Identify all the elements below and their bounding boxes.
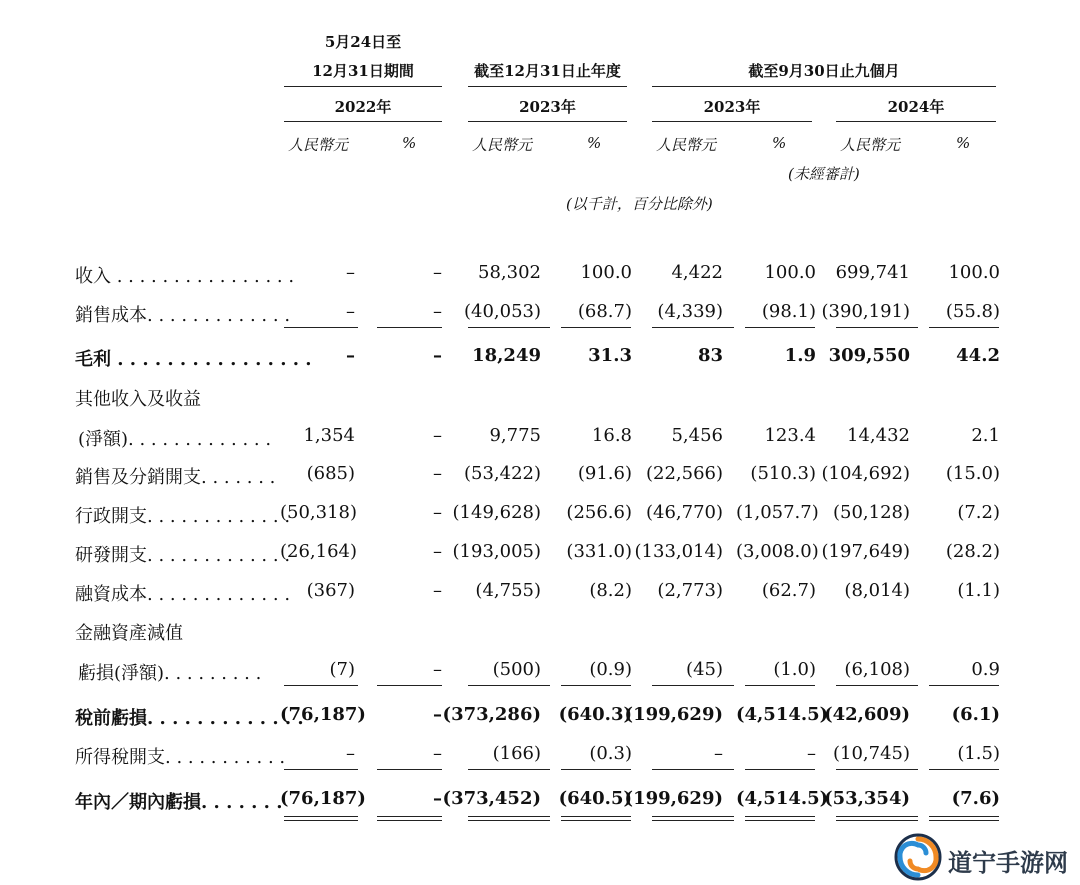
cell-p2022-rmb: – <box>346 345 355 366</box>
cell-fy2023-rmb: (373,286) <box>442 704 541 725</box>
cell-9m2023-rmb: 83 <box>697 345 723 366</box>
cell-p2022-pct: – <box>433 425 442 446</box>
cell-fy2023-rmb: (373,452) <box>442 788 541 809</box>
cell-fy2023-rmb: (4,755) <box>475 580 541 601</box>
subtotal-rule <box>468 685 550 686</box>
cell-9m2024-rmb: (10,745) <box>832 743 910 764</box>
subtotal-rule <box>836 327 918 328</box>
row-label: 行政開支. . . . . . . . . . . . . <box>75 506 291 527</box>
row-label: 稅前虧損. . . . . . . . . . . . . <box>75 708 304 729</box>
subtotal-rule <box>377 327 442 328</box>
cell-9m2023-rmb: (45) <box>686 659 723 680</box>
row-label: 銷售成本. . . . . . . . . . . . . <box>75 305 291 326</box>
cell-fy2023-pct: (8.2) <box>589 580 632 601</box>
total-double-rule <box>561 816 631 821</box>
cell-p2022-rmb: (367) <box>306 580 355 601</box>
cell-9m2024-pct: (55.8) <box>945 301 1000 322</box>
unaudited-note: (未經審計) <box>788 165 860 183</box>
total-double-rule <box>377 816 442 821</box>
subtotal-rule <box>745 327 815 328</box>
cell-9m2023-pct: 123.4 <box>764 425 816 446</box>
cell-p2022-rmb: (26,164) <box>280 541 358 562</box>
cell-p2022-pct: – <box>433 704 442 725</box>
unit-pct-2023: % <box>587 134 602 152</box>
year-rule-2023 <box>468 121 627 122</box>
cell-p2022-pct: – <box>433 541 442 562</box>
subtotal-rule <box>745 685 815 686</box>
total-double-rule <box>468 816 550 821</box>
watermark <box>890 829 1078 885</box>
cell-9m2023-rmb: (199,629) <box>624 704 723 725</box>
period-nine-months: 截至9月30日止九個月 <box>748 62 900 80</box>
cell-9m2023-pct: (98.1) <box>761 301 816 322</box>
subtotal-rule <box>284 769 358 770</box>
watermark-text: 道宁手游网 <box>948 849 1068 877</box>
cell-p2022-pct: – <box>433 345 442 366</box>
year-2022: 2022年 <box>334 98 392 116</box>
cell-p2022-pct: – <box>433 580 442 601</box>
cell-9m2023-rmb: (46,770) <box>645 502 723 523</box>
row-label: 收入 . . . . . . . . . . . . . . . . <box>75 266 295 287</box>
cell-fy2023-rmb: 18,249 <box>472 345 541 366</box>
cell-fy2023-pct: (331.0) <box>566 541 632 562</box>
unit-rmb-2022: 人民幣元 <box>288 136 349 154</box>
cell-fy2023-pct: (0.3) <box>589 743 632 764</box>
cell-9m2023-rmb: (22,566) <box>645 463 723 484</box>
cell-fy2023-rmb: (500) <box>492 659 541 680</box>
subtotal-rule <box>377 769 442 770</box>
cell-9m2023-pct: (4,514.5) <box>736 788 829 809</box>
cell-fy2023-pct: (91.6) <box>577 463 632 484</box>
subtotal-rule <box>377 685 442 686</box>
subtotal-rule <box>468 327 550 328</box>
row-label: 虧損(淨額). . . . . . . . . <box>78 663 262 684</box>
row-label: 金融資產減值 <box>75 623 183 644</box>
subtotal-rule <box>561 327 631 328</box>
cell-9m2024-pct: (7.6) <box>951 788 1000 809</box>
subtotal-rule <box>652 327 734 328</box>
cell-p2022-pct: – <box>433 743 442 764</box>
unit-pct-2023-nine-months: % <box>772 134 787 152</box>
cell-fy2023-rmb: (166) <box>492 743 541 764</box>
cell-9m2024-pct: (6.1) <box>951 704 1000 725</box>
cell-9m2023-rmb: 5,456 <box>671 425 723 446</box>
cell-fy2023-rmb: (53,422) <box>463 463 541 484</box>
cell-fy2023-pct: (68.7) <box>577 301 632 322</box>
cell-fy2023-pct: 31.3 <box>588 345 632 366</box>
cell-fy2023-pct: (256.6) <box>566 502 632 523</box>
total-double-rule <box>836 816 918 821</box>
subtotal-rule <box>284 327 358 328</box>
subtotal-rule <box>836 769 918 770</box>
row-label: 研發開支. . . . . . . . . . . . . <box>75 545 291 566</box>
subtotal-rule <box>929 685 999 686</box>
cell-fy2023-pct: 100.0 <box>580 262 632 283</box>
cell-9m2024-pct: 0.9 <box>971 659 1000 680</box>
unit-pct-2024: % <box>956 134 971 152</box>
cell-9m2024-pct: (1.5) <box>957 743 1000 764</box>
subtotal-rule <box>561 685 631 686</box>
cell-9m2024-rmb: (42,609) <box>824 704 910 725</box>
cell-p2022-pct: – <box>433 659 442 680</box>
cell-fy2023-rmb: (40,053) <box>463 301 541 322</box>
cell-9m2024-rmb: (197,649) <box>821 541 910 562</box>
unit-rmb-2024: 人民幣元 <box>840 136 901 154</box>
year-2023-nine-months: 2023年 <box>703 98 761 116</box>
cell-9m2024-rmb: 14,432 <box>847 425 910 446</box>
cell-9m2023-rmb: (4,339) <box>657 301 723 322</box>
subtotal-rule <box>929 769 999 770</box>
cell-9m2023-pct: (510.3) <box>750 463 816 484</box>
cell-9m2023-pct: (1,057.7) <box>736 502 819 523</box>
unit-rmb-2023-nine-months: 人民幣元 <box>656 136 717 154</box>
cell-9m2024-rmb: 309,550 <box>828 345 910 366</box>
swirl-logo-icon <box>894 833 942 885</box>
row-label: 銷售及分銷開支. . . . . . . <box>75 467 276 488</box>
total-double-rule <box>929 816 999 821</box>
cell-p2022-rmb: – <box>346 301 355 322</box>
subtotal-rule <box>745 769 815 770</box>
cell-9m2024-pct: (1.1) <box>957 580 1000 601</box>
cell-9m2023-rmb: (2,773) <box>657 580 723 601</box>
cell-9m2023-pct: (4,514.5) <box>736 704 829 725</box>
row-label: 年內／期內虧損. . . . . . . <box>75 792 283 813</box>
subtotal-rule <box>929 327 999 328</box>
subtotal-rule <box>652 685 734 686</box>
subtotal-rule <box>836 685 918 686</box>
cell-p2022-rmb: 1,354 <box>303 425 355 446</box>
cell-p2022-pct: – <box>433 301 442 322</box>
cell-9m2023-pct: – <box>807 743 816 764</box>
row-label: 毛利 . . . . . . . . . . . . . . . . <box>75 349 312 370</box>
cell-9m2024-rmb: (50,128) <box>832 502 910 523</box>
period-2022-end: 12月31日期間 <box>312 62 414 80</box>
cell-9m2023-pct: 1.9 <box>784 345 816 366</box>
cell-p2022-pct: – <box>433 502 442 523</box>
year-2024-nine-months: 2024年 <box>887 98 945 116</box>
cell-fy2023-rmb: (193,005) <box>452 541 541 562</box>
cell-p2022-rmb: (50,318) <box>280 502 358 523</box>
subtotal-rule <box>468 769 550 770</box>
total-double-rule <box>652 816 734 821</box>
cell-9m2023-pct: (1.0) <box>773 659 816 680</box>
cell-9m2024-rmb: 699,741 <box>835 262 910 283</box>
total-double-rule <box>284 816 358 821</box>
cell-9m2023-pct: (3,008.0) <box>736 541 819 562</box>
year-rule-2023-nine-months <box>652 121 812 122</box>
subtotal-rule <box>652 769 734 770</box>
cell-9m2023-pct: (62.7) <box>761 580 816 601</box>
cell-9m2024-pct: 2.1 <box>971 425 1000 446</box>
cell-9m2023-rmb: – <box>714 743 723 764</box>
cell-fy2023-rmb: (149,628) <box>452 502 541 523</box>
subtotal-rule <box>284 685 358 686</box>
cell-p2022-pct: – <box>433 788 442 809</box>
year-2023: 2023年 <box>519 98 576 116</box>
cell-9m2024-rmb: (53,354) <box>824 788 910 809</box>
cell-fy2023-rmb: 9,775 <box>489 425 541 446</box>
units-note: (以千計，百分比除外) <box>566 195 713 213</box>
cell-9m2024-rmb: (390,191) <box>821 301 910 322</box>
cell-9m2023-rmb: 4,422 <box>671 262 723 283</box>
cell-p2022-pct: – <box>433 463 442 484</box>
row-label: (淨額). . . . . . . . . . . . . <box>78 429 272 450</box>
total-double-rule <box>745 816 815 821</box>
year-rule-2022 <box>284 121 442 122</box>
cell-p2022-rmb: (76,187) <box>280 788 366 809</box>
header-rule-nine-months <box>652 86 996 87</box>
cell-p2022-rmb: (7) <box>329 659 355 680</box>
cell-9m2023-rmb: (199,629) <box>624 788 723 809</box>
unit-pct-2022: % <box>402 134 417 152</box>
cell-p2022-rmb: – <box>346 743 355 764</box>
cell-fy2023-pct: (640.5) <box>558 788 632 809</box>
cell-9m2024-rmb: (104,692) <box>821 463 910 484</box>
cell-p2022-pct: – <box>433 262 442 283</box>
period-2022-start: 5月24日至 <box>324 33 402 51</box>
cell-fy2023-rmb: 58,302 <box>478 262 541 283</box>
cell-9m2023-pct: 100.0 <box>764 262 816 283</box>
cell-9m2024-rmb: (6,108) <box>844 659 910 680</box>
cell-9m2024-pct: 100.0 <box>948 262 1000 283</box>
unit-rmb-2023: 人民幣元 <box>472 136 533 154</box>
subtotal-rule <box>561 769 631 770</box>
cell-9m2024-rmb: (8,014) <box>844 580 910 601</box>
cell-p2022-rmb: – <box>346 262 355 283</box>
period-fy-2023: 截至12月31日止年度 <box>474 62 621 80</box>
row-label: 所得稅開支. . . . . . . . . . . <box>75 747 286 768</box>
header-rule-2023 <box>468 86 627 87</box>
cell-fy2023-pct: 16.8 <box>591 425 632 446</box>
cell-fy2023-pct: (0.9) <box>589 659 632 680</box>
row-label: 融資成本. . . . . . . . . . . . . <box>75 584 291 605</box>
cell-9m2024-pct: (28.2) <box>945 541 1000 562</box>
cell-p2022-rmb: (685) <box>306 463 355 484</box>
cell-9m2024-pct: (7.2) <box>957 502 1000 523</box>
year-rule-2024-nine-months <box>836 121 996 122</box>
row-label: 其他收入及收益 <box>75 389 201 410</box>
cell-p2022-rmb: (76,187) <box>280 704 366 725</box>
header-rule-2022 <box>284 86 442 87</box>
cell-9m2024-pct: 44.2 <box>956 345 1000 366</box>
cell-9m2023-rmb: (133,014) <box>634 541 723 562</box>
cell-fy2023-pct: (640.3) <box>558 704 632 725</box>
cell-9m2024-pct: (15.0) <box>945 463 1000 484</box>
